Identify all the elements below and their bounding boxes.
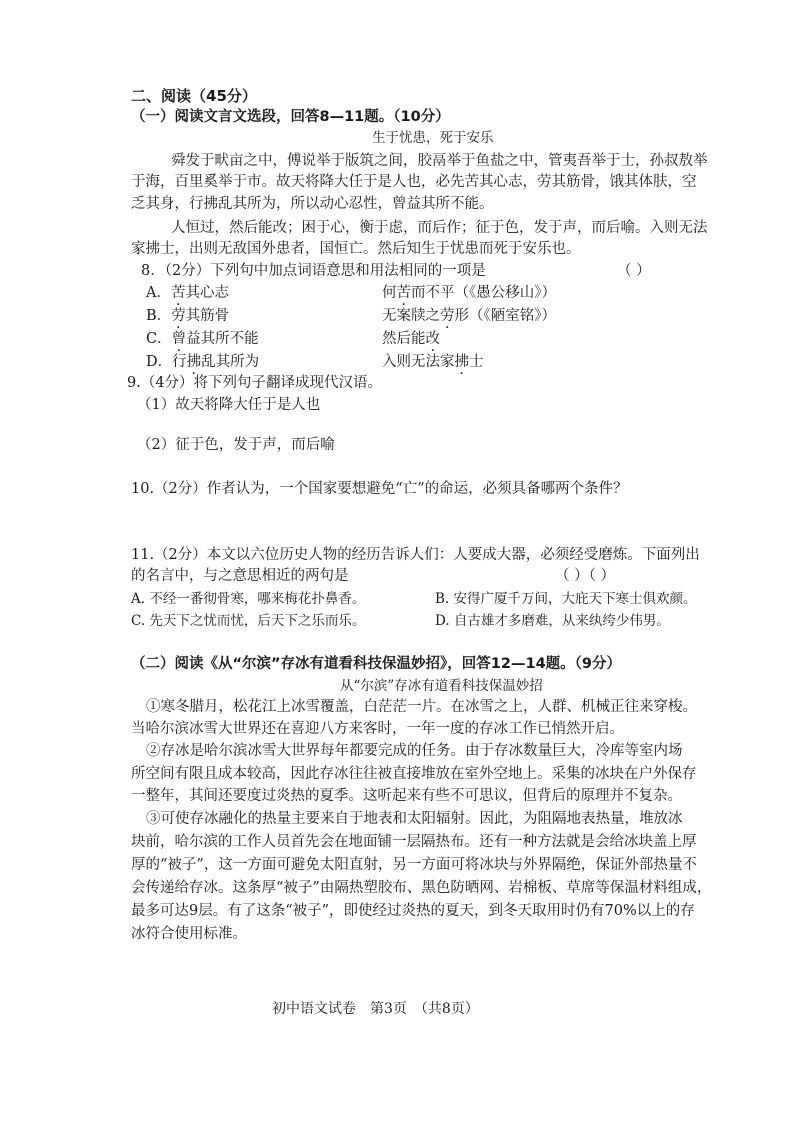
article-line: 当哈尔滨冰雪大世界还在喜迎八方来客时，一年一度的存冰工作已悄然开启。 [131, 721, 624, 737]
q8-option-c-compare: 然后能改 [382, 331, 440, 347]
part2-header: （二）阅读《从“尔滨”存冰有道看科技保温妙招》，回答12—14题。（9分） [131, 656, 622, 672]
question-8-stem: 8．（2分）下列句中加点词语意思和用法相同的一项是 [141, 263, 486, 279]
question-11-stem: 的名言中，与之意思相近的两句是 [131, 568, 349, 584]
q8-option-c: C．曾益其所不能 [146, 331, 259, 347]
q8-option-d-compare: 入则无法家拂士 [382, 354, 484, 370]
q11-option-b: B. 安得广厦千万间，大庇天下寒士俱欢颜。 [435, 591, 697, 607]
article-line: 会传递给存冰。这条厚“被子”由隔热塑胶布、黑色防晒网、岩棉板、草席等保温材料组成， [131, 880, 712, 896]
q8-option-a: A．苦其心志 [146, 285, 229, 301]
q9-item-2: （2）征于色，发于声，而后喻 [137, 437, 335, 453]
page-footer: 初中语文试卷 第3页 （共8页） [272, 1001, 479, 1017]
passage-title: 生于忧患，死于安乐 [372, 130, 494, 146]
article-line: 冰符合使用标准。 [131, 926, 247, 942]
article-line: ②存冰是哈尔滨冰雪大世界每年都要完成的任务。由于存冰数量巨大，冷库等室内场 [146, 743, 683, 759]
q8-option-d: D．行拂乱其所为 [146, 354, 260, 370]
q11-option-c: C. 先天下之忧而忧，后天下之乐而乐。 [131, 613, 366, 629]
passage-line: 乏其身，行拂乱其所为，所以动心忍性，曾益其所不能。 [131, 196, 494, 212]
q9-item-1: （1）故天将降大任于是人也 [137, 397, 321, 413]
passage-line: 人恒过，然后能改；困于心，衡于虑，而后作；征于色，发于声，而后喻。入则无法 [171, 220, 708, 236]
q11-option-a: A. 不经一番彻骨寒，哪来梅花扑鼻香。 [131, 591, 366, 607]
question-9-stem: 9.（4分）将下列句子翻译成现代汉语。 [127, 375, 383, 391]
article-line: 一整年，其间还要度过炎热的夏季。这听起来有些不可思议，但背后的原理并不复杂。 [131, 788, 682, 804]
article-line: 最多可达9层。有了这条“被子”，即使经过炎热的夏天，到冬天取用时仍有70%以上的存 [131, 903, 695, 919]
answer-bracket[interactable]: （ ） [617, 263, 651, 279]
question-11-stem: 11.（2分）本文以六位历史人物的经历告诉人们：人要成大器，必须经受磨炼。下面列出 [131, 547, 700, 563]
q8-option-b-compare: 无案牍之劳形（《陋室铭》） [382, 308, 556, 324]
article-title: 从“尔滨”存冰有道看科技保温妙招 [340, 678, 543, 694]
article-line: 厚的“被子”，这一方面可避免太阳直射，另一方面可将冰块与外界隔绝，保证外部热量不 [131, 857, 697, 873]
part1-header: （一）阅读文言文选段，回答8—11题。（10分） [131, 109, 450, 125]
q11-option-d: D. 自古雄才多磨难，从来纨绔少伟男。 [435, 613, 670, 629]
question-10: 10.（2分）作者认为，一个国家要想避免“亡”的命运，必须具备哪两个条件？ [131, 481, 628, 497]
article-line: 块前，哈尔滨的工作人员首先会在地面铺一层隔热布。还有一种方法就是会给冰块盖上厚 [131, 834, 697, 850]
answer-bracket[interactable]: （ ）（ ） [555, 568, 615, 584]
section-title: 二、阅读（45分） [131, 87, 257, 105]
article-line: ③可使存冰融化的热量主要来自于地表和太阳辐射。因此，为阻隔地表热量，堆放冰 [146, 811, 683, 827]
article-line: ①寒冬腊月，松花江上冰雪覆盖，白茫茫一片。在冰雪之上，人群、机械正往来穿梭。 [146, 699, 697, 715]
passage-line: 舜发于畎亩之中，傅说举于版筑之间，胶鬲举于鱼盐之中，管夷吾举于士，孙叔敖举 [171, 153, 708, 169]
q8-option-a-compare: 何苦而不平（《愚公移山》） [382, 285, 556, 301]
q8-option-b: B．劳其筋骨 [146, 308, 230, 324]
passage-line: 家拂士，出则无敌国外患者，国恒亡。然后知生于忧患而死于安乐也。 [131, 241, 581, 257]
article-line: 所空间有限且成本较高，因此存冰往往被直接堆放在室外空地上。采集的冰块在户外保存 [131, 766, 697, 782]
passage-line: 于海，百里奚举于市。故天将降大任于是人也，必先苦其心志，劳其筋骨，饿其体肤，空 [131, 174, 697, 190]
